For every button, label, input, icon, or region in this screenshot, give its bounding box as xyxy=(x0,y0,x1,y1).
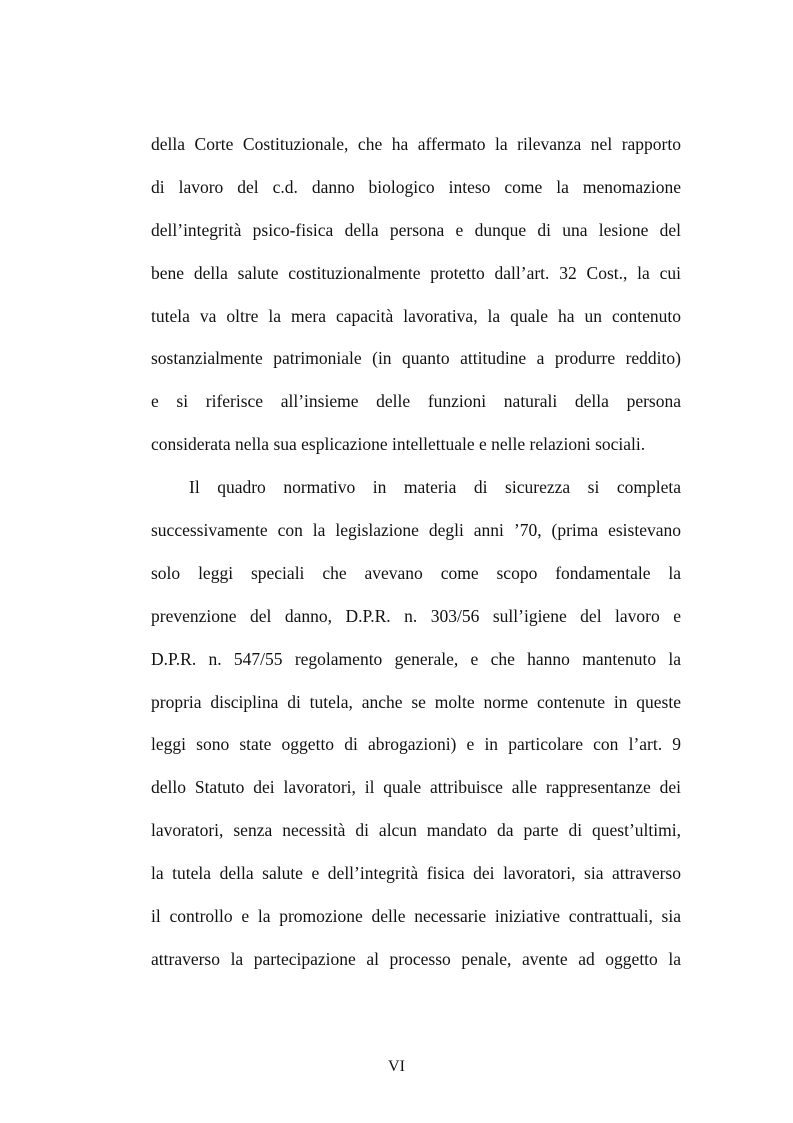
body-text xyxy=(151,130,681,988)
text-line: e si riferisce all’insieme delle funzioni naturali della persona xyxy=(151,391,681,412)
paragraph-first-line: Il quadro normativo in materia di sicurezza si completa xyxy=(189,477,681,498)
text-line: successivamente con la legislazione degli anni ’70, (prima esistevano xyxy=(151,520,681,541)
text-line: bene della salute costituzionalmente protetto dall’art. 32 Cost., la cui xyxy=(151,262,681,283)
text-line: leggi sono state oggetto di abrogazioni) e in particolare con l’art. 9 xyxy=(151,734,681,755)
text-line: sostanzialmente patrimoniale (in quanto attitudine a produrre reddito) xyxy=(151,348,681,369)
text-line: considerata nella sua esplicazione intellettuale e nelle relazioni sociali. xyxy=(151,434,646,455)
page-number: VI xyxy=(388,1058,405,1075)
text-line: la tutela della salute e dell’integrità fisica dei lavoratori, sia attraverso xyxy=(151,863,681,884)
text-line: dell’integrità psico-fisica della persona e dunque di una lesione del xyxy=(151,219,681,240)
text-line: propria disciplina di tutela, anche se molte norme contenute in queste xyxy=(151,691,681,712)
text-line: solo leggi speciali che avevano come scopo fondamentale la xyxy=(151,562,681,583)
text-line: dello Statuto dei lavoratori, il quale attribuisce alle rappresentanze dei xyxy=(151,777,681,798)
text-line: tutela va oltre la mera capacità lavorativa, la quale ha un contenuto xyxy=(151,305,681,326)
text-line: lavoratori, senza necessità di alcun mandato da parte di quest’ultimi, xyxy=(151,820,681,841)
text-line: il controllo e la promozione delle necessarie iniziative contrattuali, sia xyxy=(151,906,681,927)
text-line: attraverso la partecipazione al processo penale, avente ad oggetto la xyxy=(151,948,681,969)
text-line: D.P.R. n. 547/55 regolamento generale, e che hanno mantenuto la xyxy=(151,648,681,669)
text-line: di lavoro del c.d. danno biologico inteso come la menomazione xyxy=(151,176,681,197)
text-line: prevenzione del danno, D.P.R. n. 303/56 sull’igiene del lavoro e xyxy=(151,605,681,626)
text-line: della Corte Costituzionale, che ha affermato la rilevanza nel rapporto xyxy=(151,134,681,154)
